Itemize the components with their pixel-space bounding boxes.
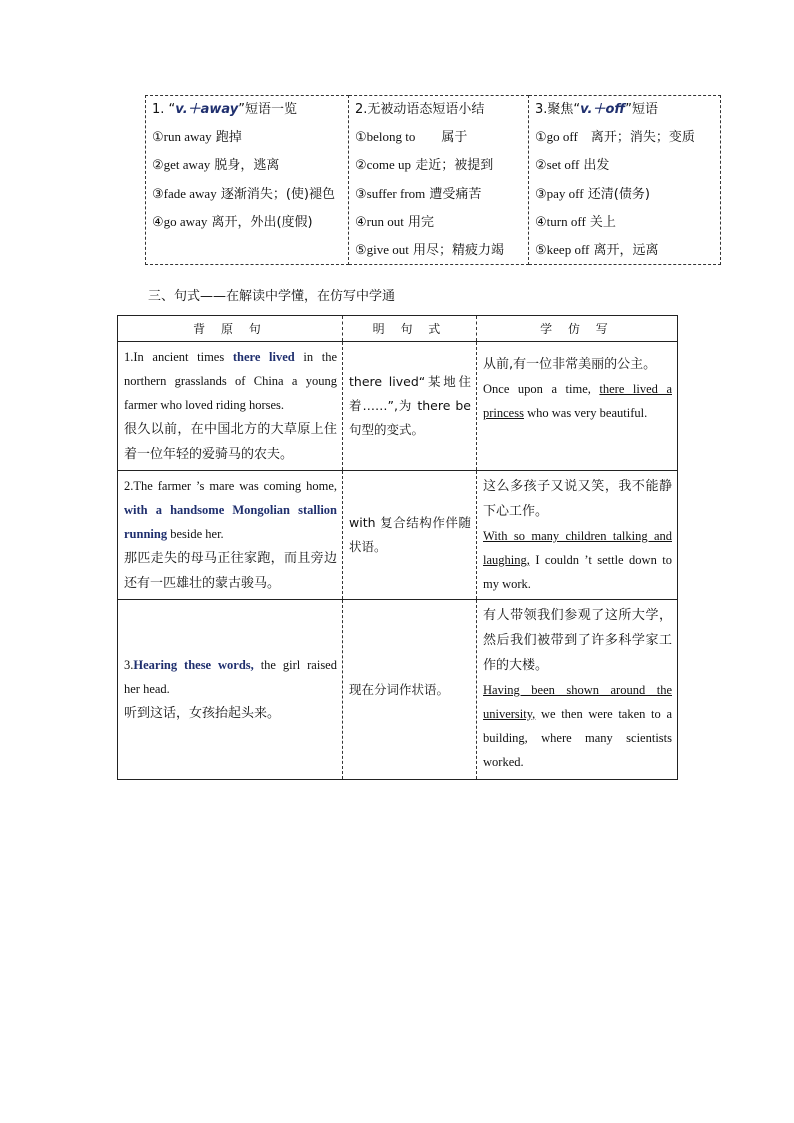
phrase-column-v-off bbox=[529, 96, 721, 265]
original-sentence bbox=[124, 653, 337, 701]
imitate-prompt: 从前,有一位非常美丽的公主。 bbox=[483, 357, 657, 372]
imitate-prompt: 有人带领我们参观了这所大学，然后我们被带到了许多科学家工作的大楼。 bbox=[483, 608, 672, 673]
phrase-zh: 离开；消失；变质 bbox=[577, 130, 695, 146]
phrase-column-title bbox=[535, 96, 714, 123]
phrase-zh: 脱身，逃离 bbox=[210, 158, 280, 174]
phrase-item bbox=[355, 236, 522, 264]
answer-text: I couldn ’t settle down to my work. bbox=[483, 553, 672, 591]
imitate-prompt: 这么多孩子又说又笑，我不能静下心工作。 bbox=[483, 479, 672, 519]
phrase-column-title bbox=[152, 96, 342, 123]
phrase-en: ②set off bbox=[535, 157, 580, 173]
imitate-cell bbox=[477, 471, 678, 600]
title-emphasis: v.＋off bbox=[580, 102, 626, 117]
phrase-en: ①run away bbox=[152, 129, 212, 145]
phrase-item bbox=[535, 123, 714, 151]
sentence-text: 1.In ancient times bbox=[124, 350, 233, 364]
title-text: 1. “ bbox=[152, 102, 176, 117]
original-sentence bbox=[124, 474, 337, 546]
table-row bbox=[118, 471, 678, 600]
title-text: ”短语一览 bbox=[238, 102, 298, 117]
sentence-table bbox=[117, 315, 678, 780]
title-text: ”短语 bbox=[625, 102, 658, 117]
phrase-item bbox=[535, 208, 714, 236]
phrase-item bbox=[152, 151, 342, 179]
phrase-zh: 逐渐消失；(使)褪色 bbox=[216, 186, 335, 202]
table-row bbox=[118, 600, 678, 780]
answer-underlined: With so many children talking and laughing, bbox=[483, 529, 672, 567]
phrase-en: ③pay off bbox=[535, 185, 584, 201]
phrase-item bbox=[535, 180, 714, 208]
imitate-answer bbox=[483, 377, 672, 425]
phrase-en: ②get away bbox=[152, 157, 211, 173]
answer-underlined: Having been shown around the university, bbox=[483, 683, 672, 721]
original-translation: 那匹走失的母马正往家跑，而且旁边还有一匹雄壮的蒙古骏马。 bbox=[124, 551, 337, 591]
title-emphasis: v.＋away bbox=[175, 102, 239, 117]
phrase-en: ⑤keep off bbox=[535, 242, 590, 258]
header-pattern: 明 句 式 bbox=[343, 316, 477, 342]
phrase-en: ①go off bbox=[535, 129, 578, 145]
phrase-en: ③suffer from bbox=[355, 185, 426, 201]
sentence-text: 3. bbox=[124, 658, 134, 672]
phrase-en: ③fade away bbox=[152, 185, 217, 201]
original-sentence-cell bbox=[118, 471, 343, 600]
phrase-zh: 跑掉 bbox=[211, 130, 242, 146]
imitate-answer bbox=[483, 678, 672, 774]
original-sentence-cell bbox=[118, 342, 343, 471]
phrase-item bbox=[152, 123, 342, 151]
phrase-zh: 用完 bbox=[403, 214, 434, 230]
phrase-zh: 遭受痛苦 bbox=[425, 186, 482, 202]
section-heading: 三、句式——在解读中学懂，在仿写中学通 bbox=[148, 289, 396, 304]
imitate-answer bbox=[483, 524, 672, 596]
sentence-text: 2.The farmer ’s mare was coming home, bbox=[124, 479, 337, 493]
phrase-en: ②come up bbox=[355, 157, 412, 173]
imitate-cell bbox=[477, 600, 678, 780]
answer-underlined: there lived a princess bbox=[483, 382, 672, 420]
phrase-table bbox=[145, 95, 721, 265]
phrase-item bbox=[152, 208, 342, 236]
phrase-column-no-passive bbox=[349, 96, 529, 265]
phrase-zh: 出发 bbox=[579, 158, 610, 174]
phrase-en: ④turn off bbox=[535, 213, 586, 229]
phrase-item bbox=[355, 123, 522, 151]
phrase-en: ④run out bbox=[355, 213, 404, 229]
phrase-item bbox=[152, 180, 342, 208]
phrase-zh: 离开，外出(度假) bbox=[207, 214, 313, 230]
phrase-en: ①belong to bbox=[355, 129, 416, 145]
phrase-zh: 离开，远离 bbox=[589, 243, 659, 259]
key-structure: there lived bbox=[232, 350, 295, 364]
phrase-zh: 关上 bbox=[585, 214, 616, 230]
answer-text: who was very beautiful. bbox=[523, 406, 648, 420]
phrase-item bbox=[355, 180, 522, 208]
original-translation: 很久以前，在中国北方的大草原上住着一位年轻的爱骑马的农夫。 bbox=[124, 422, 337, 462]
phrase-en: ④go away bbox=[152, 213, 208, 229]
phrase-zh: 属于 bbox=[415, 130, 468, 146]
pattern-cell: 现在分词作状语。 bbox=[343, 600, 477, 780]
phrase-column-v-away bbox=[146, 96, 349, 265]
phrase-zh: 还清(债务) bbox=[583, 186, 650, 202]
original-sentence bbox=[124, 345, 337, 417]
key-structure: Hearing these words, bbox=[133, 658, 254, 672]
phrase-item bbox=[535, 236, 714, 264]
header-imitate: 学 仿 写 bbox=[477, 316, 678, 342]
imitate-cell bbox=[477, 342, 678, 471]
phrase-item bbox=[535, 151, 714, 179]
table-header-row bbox=[118, 316, 678, 342]
answer-text: Once upon a time, bbox=[483, 382, 600, 396]
key-structure: with a handsome Mongolian stallion running bbox=[124, 503, 337, 541]
sentence-text: in the northern grasslands of China a young farmer who loved riding horses. bbox=[124, 350, 337, 412]
phrase-item bbox=[355, 151, 522, 179]
phrase-zh: 走近；被提到 bbox=[411, 158, 494, 174]
answer-text: we then were taken to a building, where many scientists worked. bbox=[483, 707, 672, 769]
title-text: 3.聚焦“ bbox=[535, 102, 581, 117]
original-translation: 听到这话，女孩抬起头来。 bbox=[124, 706, 281, 721]
original-sentence-cell bbox=[118, 600, 343, 780]
table-row bbox=[118, 342, 678, 471]
sentence-text: the girl raised her head. bbox=[124, 658, 337, 696]
phrase-zh: 用尽；精疲力竭 bbox=[408, 243, 505, 259]
phrase-column-title: 2.无被动语态短语小结 bbox=[355, 102, 485, 117]
pattern-cell: there lived“某地住着……”,为 there be 句型的变式。 bbox=[343, 342, 477, 471]
header-original: 背 原 句 bbox=[118, 316, 343, 342]
phrase-item bbox=[355, 208, 522, 236]
phrase-en: ⑤give out bbox=[355, 242, 409, 258]
pattern-cell: with 复合结构作伴随状语。 bbox=[343, 471, 477, 600]
sentence-text: beside her. bbox=[167, 527, 224, 541]
